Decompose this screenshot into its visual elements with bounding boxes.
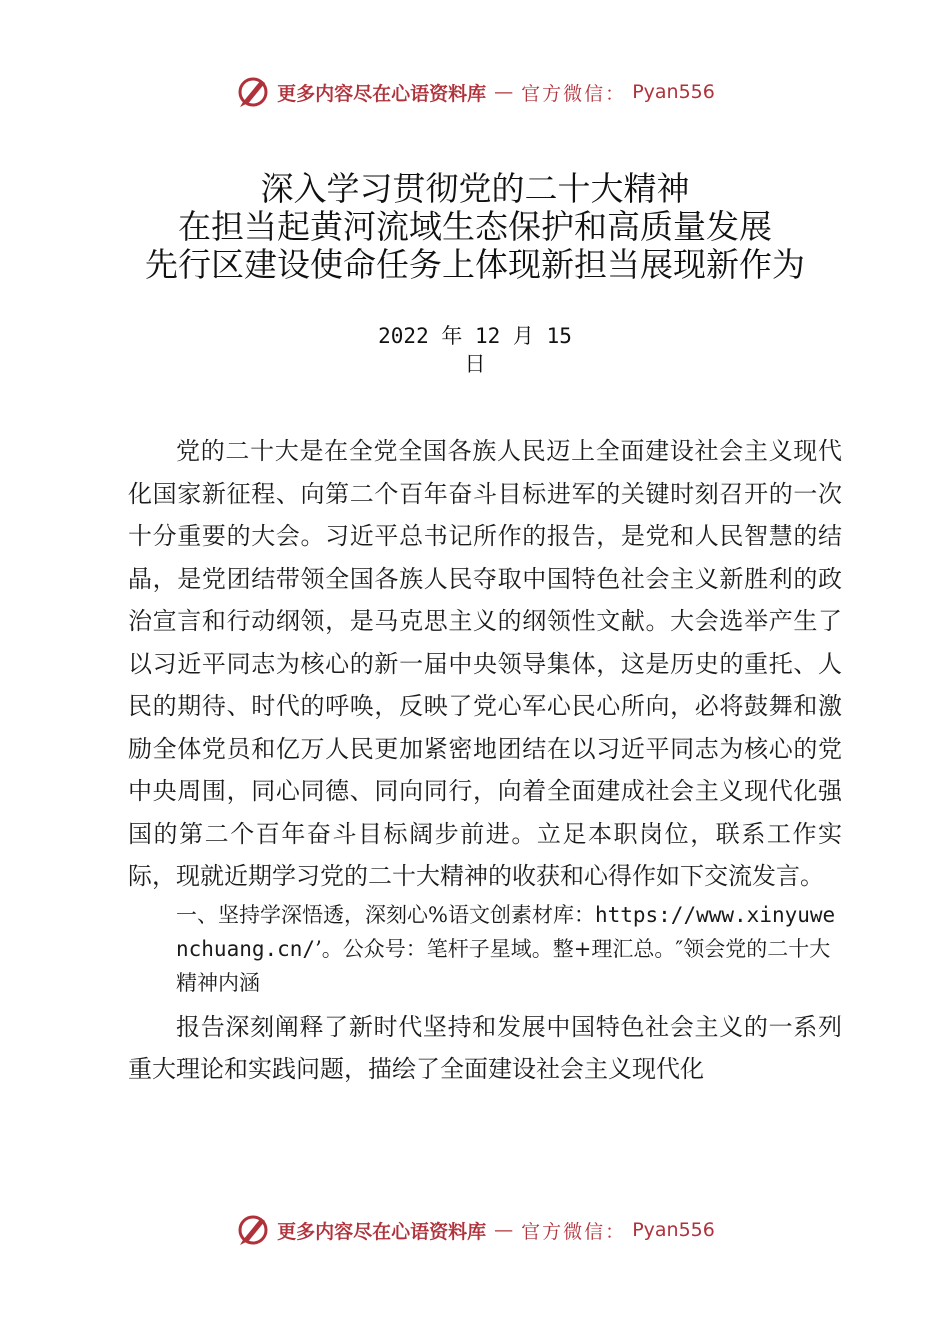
pen-logo-icon [235,74,271,110]
pen-logo-icon [235,1212,271,1248]
banner-brand: 更多内容尽在心语资料库 [277,82,487,105]
heading-suffix: ’。公众号：笔杆子星域。整+理汇总。″领会党的二十大精神内涵 [176,936,831,995]
footer-separator: — [494,1219,514,1241]
title-line-3: 先行区建设使命任务上体现新担当展现新作为 [145,245,805,284]
document-date [0,322,950,378]
title-line-1: 深入学习贯彻党的二十大精神 [260,169,690,208]
paragraph-1: 党的二十大是在全党全国各族人民迈上全面建设社会主义现代化国家新征程、向第二个百年奋斗目标进军的关键时刻召开的一次十分重要的大会。习近平总书记所作的报告，是党和人民智慧的结晶，是党团结带领全国各族人民夺取中国特色社会主义新胜利的政治宣言和行动纲领，是马克思主义的纲领性文献。大会选举产生了以习近平同志为核心的新一届中央领导集体，这是历史的重托、人民的期待、时代的呼唤，反映了党心军心民心所向，必将鼓舞和激励全体党员和亿万人民更加紧密地团结在以习近平同志为核心的党中央周围，同心同德、同向同行，向着全面建成社会主义现代化强国的第二个百年奋斗目标阔步前进。立足本职岗位，联系工作实际，现就近期学习党的二十大精神的收获和心得作如下交流发言。 [128,437,842,890]
header-banner [0,72,950,112]
date-line-1: 2022 年 12 月 15 [378,324,572,348]
heading-url: https://www.xinyuwenchuang.cn/ [176,902,836,961]
footer-banner [0,1210,950,1250]
heading-prefix: 一、坚持学深悟透，深刻心%语文创素材库： [176,902,595,927]
title-line-2: 在担当起黄河流域生态保护和高质量发展 [178,207,772,246]
document-body [128,430,842,1091]
banner-official-label: 官方微信： [521,82,627,105]
footer-wechat-handle: Pyan556 [632,1219,715,1241]
footer-official-label: 官方微信： [521,1220,627,1243]
section-heading-1 [128,898,842,1000]
banner-wechat-handle: Pyan556 [632,81,715,103]
footer-brand: 更多内容尽在心语资料库 [277,1220,487,1243]
date-line-2: 日 [464,352,486,376]
document-title [0,170,950,284]
paragraph-2: 报告深刻阐释了新时代坚持和发展中国特色社会主义的一系列重大理论和实践问题，描绘了全面建设社会主义现代化 [128,1012,842,1083]
banner-separator: — [494,81,514,103]
